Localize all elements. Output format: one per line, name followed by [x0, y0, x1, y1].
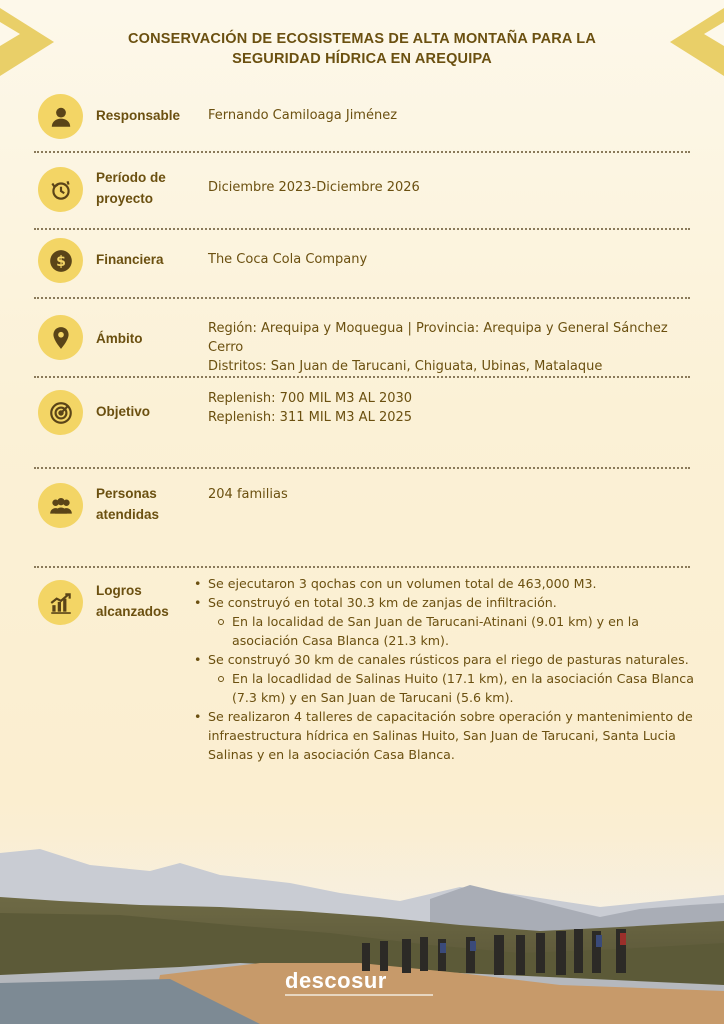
label-logros-line1: Logros	[96, 583, 142, 598]
label-personas	[96, 483, 159, 525]
location-pin-icon	[38, 315, 83, 360]
person-icon	[38, 94, 83, 139]
label-responsable: Responsable	[96, 108, 181, 123]
label-personas-line1: Personas	[96, 486, 157, 501]
label-ambito: Ámbito	[96, 331, 143, 346]
sub-list-item	[232, 612, 694, 650]
list-item	[208, 574, 694, 593]
logro-text: Se construyó 30 km de canales rústicos para el riego de pasturas naturales.	[208, 652, 689, 667]
label-periodo-line1: Período de	[96, 170, 166, 185]
value-ambito	[208, 319, 698, 376]
divider	[34, 151, 690, 153]
value-objetivo-line1: Replenish: 700 MIL M3 AL 2030	[208, 391, 413, 406]
divider	[34, 376, 690, 378]
logros-list-container	[192, 574, 694, 764]
page-title-line2: SEGURIDAD HÍDRICA EN AREQUIPA	[232, 51, 492, 67]
value-ambito-line1: Región: Arequipa y Moquegua | Provincia: Arequipa y General Sánchez Cerro	[208, 321, 668, 355]
value-objetivo	[208, 389, 412, 427]
sub-list-item	[232, 669, 694, 707]
value-periodo: Diciembre 2023-Diciembre 2026	[208, 180, 420, 195]
target-icon	[38, 390, 83, 435]
label-objetivo: Objetivo	[96, 404, 151, 419]
logo-tagline-line	[285, 993, 435, 997]
logro-subtext: En la locadlidad de Salinas Huito (17.1 km), en la asociación Casa Blanca (7.3 km) y en San Juan de Tarucani (5.6 km).	[232, 671, 694, 705]
logro-subtext: En la localidad de San Juan de Tarucani-Atinani (9.01 km) y en la asociación Casa Blanca (21.3 km).	[232, 614, 640, 648]
clock-refresh-icon	[38, 167, 83, 212]
svg-text:$: $	[55, 253, 66, 270]
value-financiera: The Coca Cola Company	[208, 252, 368, 267]
divider	[34, 297, 690, 299]
descosur-logo: descosur	[285, 968, 387, 993]
list-item	[208, 593, 694, 650]
logros-list	[192, 574, 694, 764]
sub-list	[208, 612, 694, 650]
logro-text: Se realizaron 4 talleres de capacitación sobre operación y mantenimiento de infraestructura hídrica en Salinas Huito, San Juan de Tarucani, Santa Lucia Salinas y en la asociación Casa Blanca.	[208, 709, 693, 762]
logo-tagline-decoration	[285, 993, 435, 999]
corner-decoration-left-inner	[0, 22, 20, 46]
corner-decoration-right-inner	[704, 22, 724, 46]
label-logros-line2: alcanzados	[96, 604, 169, 619]
page-title	[80, 29, 644, 69]
value-personas: 204 familias	[208, 487, 288, 502]
divider	[34, 228, 690, 230]
label-personas-line2: atendidas	[96, 507, 160, 522]
label-periodo-line2: proyecto	[96, 191, 154, 206]
divider	[34, 467, 690, 469]
list-item	[208, 650, 694, 707]
page-title-line1: CONSERVACIÓN DE ECOSISTEMAS DE ALTA MONTAÑA PARA LA	[127, 31, 597, 47]
label-logros	[96, 580, 169, 622]
sub-list	[208, 669, 694, 707]
label-financiera: Financiera	[96, 252, 164, 267]
label-periodo	[96, 167, 166, 209]
growth-chart-icon	[38, 580, 83, 625]
value-ambito-line2: Distritos: San Juan de Tarucani, Chiguata, Ubinas, Matalaque	[208, 359, 603, 374]
dollar-coin-icon	[38, 238, 83, 283]
people-group-icon	[38, 483, 83, 528]
value-objetivo-line2: Replenish: 311 MIL M3 AL 2025	[208, 410, 413, 425]
logro-text: Se construyó en total 30.3 km de zanjas de infiltración.	[208, 595, 557, 610]
logro-text: Se ejecutaron 3 qochas con un volumen total de 463,000 M3.	[208, 576, 597, 591]
list-item	[208, 707, 694, 764]
divider	[34, 566, 690, 568]
value-responsable: Fernando Camiloaga Jiménez	[208, 108, 398, 123]
